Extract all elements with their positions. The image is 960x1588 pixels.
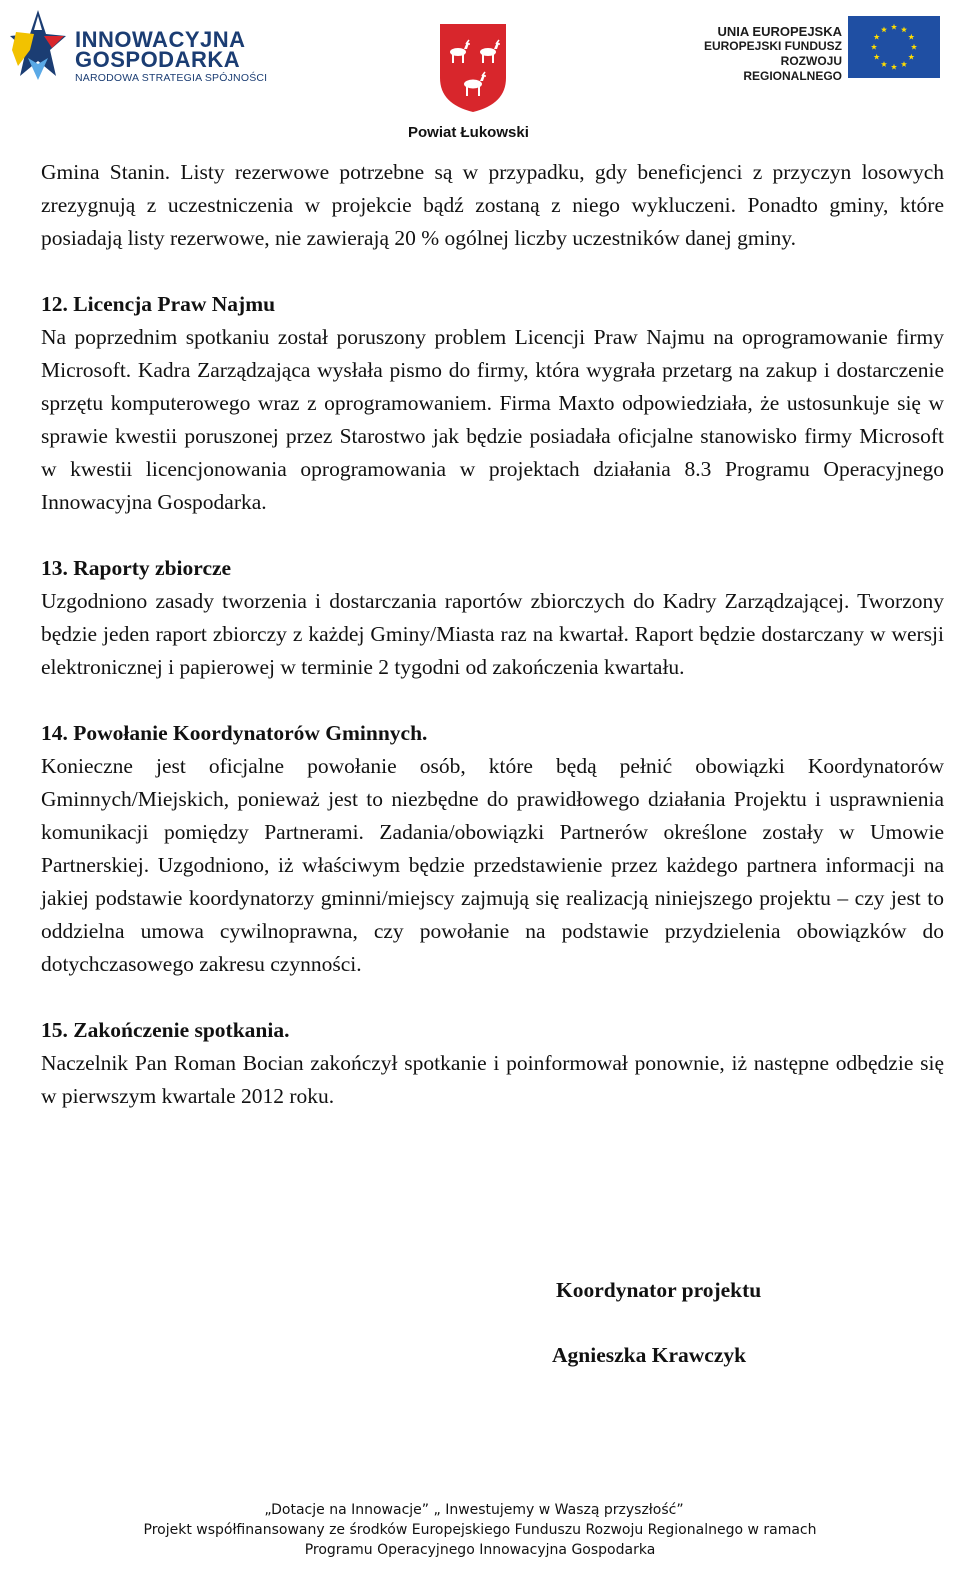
ig-star-icon — [8, 6, 68, 86]
page-footer — [0, 1500, 960, 1560]
section-text: Uzgodniono zasady tworzenia i dostarczania raportów zbiorczych do Kadry Zarządzającej. Tworzony będzie jeden raport zbiorczy z każdej Gminy/Miasta raz na kwartał. Raport będzie dostarczany w wersji elektronicznej i papierowej w terminie 2 tygodni od zakończenia kwartału. — [41, 589, 944, 679]
intro-paragraph: Gmina Stanin. Listy rezerwowe potrzebne są w przypadku, gdy beneficjenci z przyczyn losowych zrezygnują z uczestniczenia w projekcie bądź zostaną z niego wykluczeni. Ponadto gminy, które posiadają listy rezerwowe, nie zawierają 20 % ogólnej liczby uczestników danej gminy. — [41, 160, 944, 250]
section-text: Na poprzednim spotkaniu został poruszony problem Licencji Praw Najmu na oprogramowanie firmy Microsoft. Kadra Zarządzająca wysłała pismo do firmy, która wygrała przetarg na zakup i dostarczenie sprzętu komputerowego wraz z oprogramowaniem. Firma Maxto odpowiedziała, że ustosunkuje się w sprawie kwestii poruszonej przez Starostwo jak będzie posiadała oficjalne stanowisko firmy Microsoft w kwestii licencjonowania oprogramowania w projektach działania 8.3 Programu Operacyjnego Innowacyjna Gospodarka. — [41, 325, 944, 514]
section-closing — [41, 1014, 944, 1113]
eu-flag-icon — [848, 16, 940, 78]
document-body — [41, 156, 944, 1113]
footer-program-name: Programu Operacyjnego Innowacyjna Gospodarka — [304, 1542, 656, 1558]
county-name: Powiat Łukowski — [408, 124, 529, 141]
ig-logo-title: INNOWACYJNA GOSPODARKA — [75, 27, 246, 72]
signature-role: Koordynator projektu — [556, 1278, 762, 1302]
signature-name: Agnieszka Krawczyk — [552, 1343, 747, 1367]
section-heading: 15. Zakończenie spotkania. — [41, 1018, 290, 1042]
section-heading: 12. Licencja Praw Najmu — [41, 292, 276, 316]
footer-slogan: „Dotacje na Innowacje” „ Inwestujemy w Waszą przyszłość” — [264, 1502, 684, 1518]
section-license — [41, 288, 944, 519]
eu-fund-label: UNIA EUROPEJSKA EUROPEJSKI FUNDUSZ ROZWOJU REGIONALNEGO — [703, 24, 842, 83]
section-heading: 14. Powołanie Koordynatorów Gminnych. — [41, 721, 428, 745]
footer-funding-note: Projekt współfinansowany ze środków Europejskiego Funduszu Rozwoju Regionalnego w ramach — [143, 1522, 817, 1538]
county-coat-of-arms-icon — [438, 22, 508, 114]
section-reports — [41, 552, 944, 684]
ig-logo-subtitle: NARODOWA STRATEGIA SPÓJNOŚCI — [75, 72, 268, 84]
innowacyjna-gospodarka-logo — [8, 6, 268, 86]
section-coordinators — [41, 717, 944, 981]
page-header — [0, 0, 960, 150]
section-heading: 13. Raporty zbiorcze — [41, 556, 232, 580]
section-text: Konieczne jest oficjalne powołanie osób, które będą pełnić obowiązki Koordynatorów Gminnych/Miejskich, ponieważ jest to niezbędne do prawidłowego działania Projektu i usprawnienia komunikacji pomiędzy Partnerami. Zadania/obowiązki Partnerów określone zostały w Umowie Partnerskiej. Uzgodniono, iż właściwym będzie przedstawienie przez każdego partnera informacji na jakiej podstawie koordynatorzy gminni/miejscy zajmują się realizacją niniejszego projektu – czy jest to oddzielna umowa cywilnoprawna, czy powołanie na podstawie przydzielenia obowiązków do dotychczasowego zakresu czynności. — [41, 754, 944, 976]
section-text: Naczelnik Pan Roman Bocian zakończył spotkanie i poinformował ponownie, iż następne odbędzie się w pierwszym kwartale 2012 roku. — [41, 1051, 944, 1108]
